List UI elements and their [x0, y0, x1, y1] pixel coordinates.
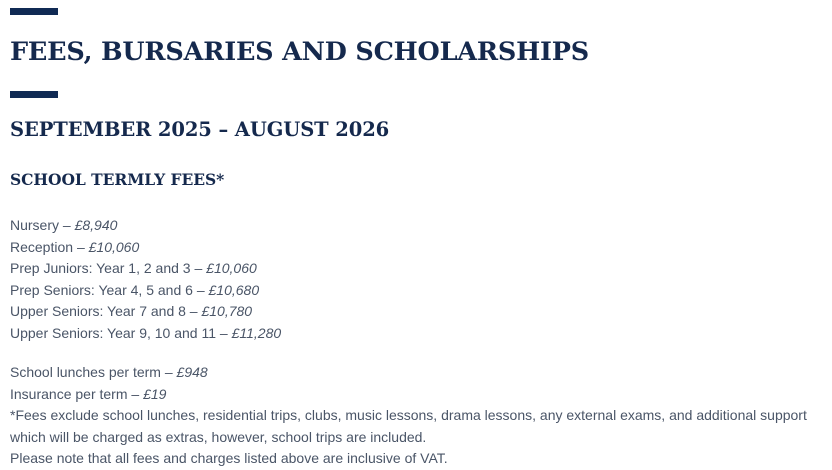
- list-item: [10, 280, 281, 302]
- extra-amount: £19: [143, 385, 167, 402]
- notes-block: [10, 405, 822, 470]
- fee-label: Reception: [10, 238, 74, 255]
- fee-label: Upper Seniors: Year 9, 10 and 11: [10, 324, 217, 341]
- section-heading-school-termly-fees: SCHOOL TERMLY FEES*: [10, 170, 225, 189]
- list-item: [10, 215, 281, 237]
- list-item: [10, 258, 281, 280]
- fee-separator: –: [194, 260, 203, 276]
- vat-note: Please note that all fees and charges listed above are inclusive of VAT.: [10, 450, 448, 466]
- extra-label: School lunches per term: [10, 364, 161, 380]
- accent-bar-top: [10, 8, 58, 15]
- fee-label: Upper Seniors: Year 7 and 8: [10, 303, 186, 319]
- fee-amount: £10,680: [208, 281, 260, 298]
- page-title: FEES, BURSARIES AND SCHOLARSHIPS: [10, 37, 589, 67]
- list-item: [10, 384, 208, 406]
- fees-exclusions-footnote: *Fees exclude school lunches, residential trips, clubs, music lessons, drama lessons, any external exams, and additional support which will be charged as extras, however, school trips are included.: [10, 407, 807, 445]
- extra-amount: £948: [176, 364, 208, 380]
- extras-fees-list: [10, 362, 208, 405]
- fee-amount: £10,060: [206, 260, 257, 276]
- fee-separator: –: [189, 303, 198, 319]
- fee-separator: –: [76, 238, 85, 255]
- list-item: [10, 362, 208, 384]
- extra-separator: –: [131, 385, 140, 402]
- accent-bar-middle: [10, 91, 58, 98]
- list-item: [10, 237, 281, 259]
- fee-separator: –: [196, 281, 205, 298]
- fee-amount: £10,780: [201, 303, 253, 319]
- fee-amount: £11,280: [231, 324, 282, 341]
- fee-amount: £10,060: [88, 238, 140, 255]
- fee-separator: –: [219, 324, 228, 341]
- page-subtitle: SEPTEMBER 2025 – AUGUST 2026: [10, 118, 390, 141]
- extra-separator: –: [164, 364, 173, 380]
- extra-label: Insurance per term: [10, 385, 128, 402]
- school-termly-fees-list: [10, 215, 281, 344]
- fee-label: Prep Seniors: Year 4, 5 and 6: [10, 281, 193, 298]
- fee-amount: £8,940: [74, 217, 118, 233]
- fee-separator: –: [62, 217, 71, 233]
- list-item: [10, 323, 281, 345]
- fee-label: Prep Juniors: Year 1, 2 and 3: [10, 260, 191, 276]
- fee-label: Nursery: [10, 217, 60, 233]
- list-item: [10, 301, 281, 323]
